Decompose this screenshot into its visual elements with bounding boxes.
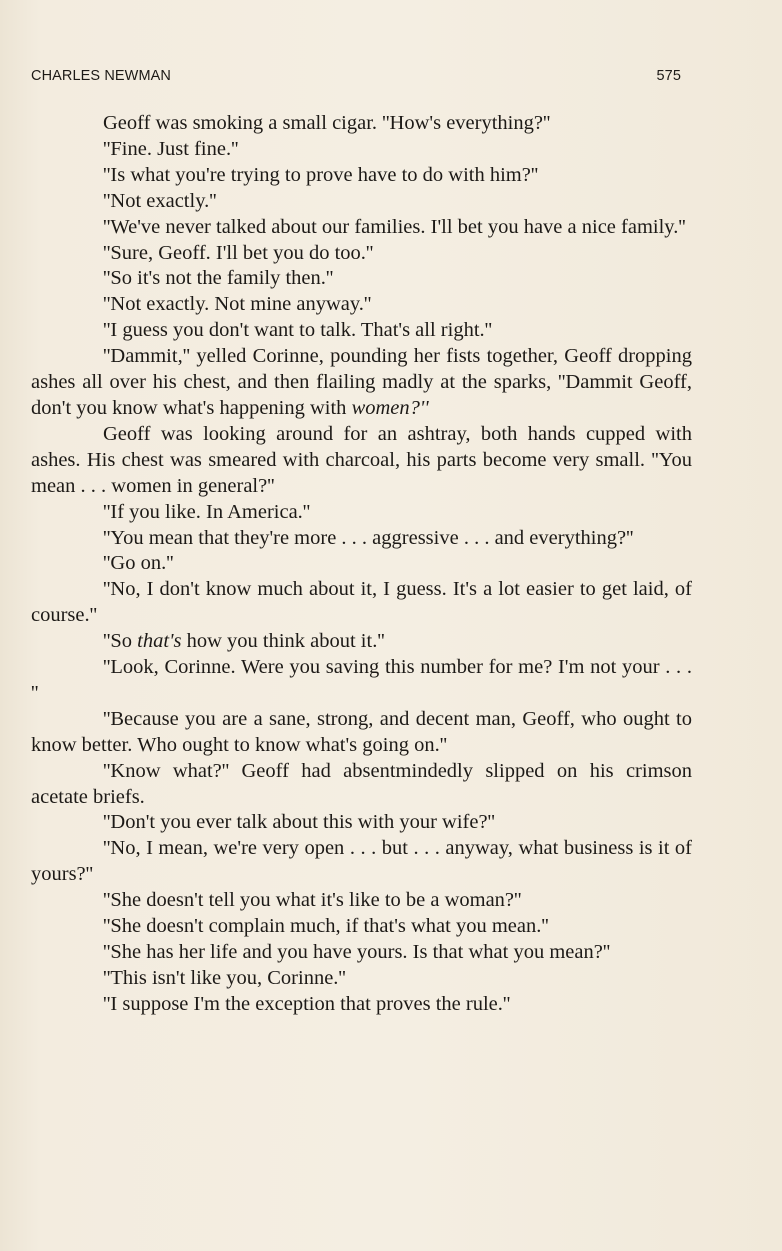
paragraph: ''This isn't like you, Corinne.'' bbox=[103, 966, 346, 989]
paragraph: ''She has her life and you have yours. Is that what you mean?'' bbox=[103, 941, 611, 963]
paragraph: ''You mean that they're more . . . aggressive . . . and everything?'' bbox=[103, 526, 634, 549]
paragraph-text: ''So bbox=[103, 630, 138, 653]
paragraph-text: ''Dammit,'' yelled Corinne, pounding her fists together, Geoff dropping ashes all over his chest, and then flailing madly at the sparks, ''Dammit Geoff, don't you know what's happening with bbox=[31, 345, 692, 419]
paragraph: ''If you like. In America.'' bbox=[103, 500, 311, 523]
page-number: 575 bbox=[656, 68, 681, 84]
paragraph bbox=[31, 344, 692, 422]
paragraph: ''Not exactly.'' bbox=[103, 189, 217, 212]
paragraph: ''She doesn't tell you what it's like to be a woman?'' bbox=[103, 889, 522, 912]
paragraph: ''Go on.'' bbox=[103, 552, 174, 575]
paragraph: ''I guess you don't want to talk. That's all right.'' bbox=[103, 319, 493, 342]
italic-text: women?'' bbox=[351, 396, 429, 419]
paragraph: ''Fine. Just fine.'' bbox=[103, 137, 239, 160]
paragraph: ''Because you are a sane, strong, and decent man, Geoff, who ought to know better. Who ought to know what's going on.'' bbox=[31, 707, 692, 756]
paragraph: ''So it's not the family then.'' bbox=[103, 267, 334, 290]
paragraph: ''She doesn't complain much, if that's what you mean.'' bbox=[103, 915, 549, 938]
paragraph: ''Not exactly. Not mine anyway.'' bbox=[103, 293, 372, 316]
paragraph: ''I suppose I'm the exception that proves the rule.'' bbox=[103, 992, 511, 1015]
paragraph: ''No, I don't know much about it, I guess. It's a lot easier to get laid, of course.'' bbox=[31, 578, 692, 627]
paragraph bbox=[31, 629, 692, 655]
paragraph: ''No, I mean, we're very open . . . but . . . anyway, what business is it of yours?'' bbox=[31, 837, 692, 886]
paragraph: ''Look, Corinne. Were you saving this number for me? I'm not your . . . '' bbox=[31, 656, 692, 704]
paragraph: Geoff was smoking a small cigar. ''How's everything?'' bbox=[103, 112, 551, 134]
running-title: CHARLES NEWMAN bbox=[31, 68, 171, 84]
body-text bbox=[31, 111, 692, 1018]
italic-text: that's bbox=[137, 630, 182, 653]
paragraph-text: how you think about it.'' bbox=[181, 630, 385, 653]
paragraph: Geoff was looking around for an ashtray, both hands cupped with ashes. His chest was smeared with charcoal, his parts become very small. ''You mean . . . women in general?'' bbox=[31, 422, 692, 497]
paragraph: ''Is what you're trying to prove have to do with him?'' bbox=[103, 163, 539, 186]
paragraph: ''Sure, Geoff. I'll bet you do too.'' bbox=[103, 241, 374, 264]
paragraph: ''We've never talked about our families. I'll bet you have a nice family.'' bbox=[103, 215, 686, 238]
paragraph: ''Know what?'' Geoff had absentmindedly slipped on his crimson acetate briefs. bbox=[31, 759, 692, 808]
running-head bbox=[31, 68, 681, 90]
paragraph: ''Don't you ever talk about this with your wife?'' bbox=[103, 811, 495, 834]
